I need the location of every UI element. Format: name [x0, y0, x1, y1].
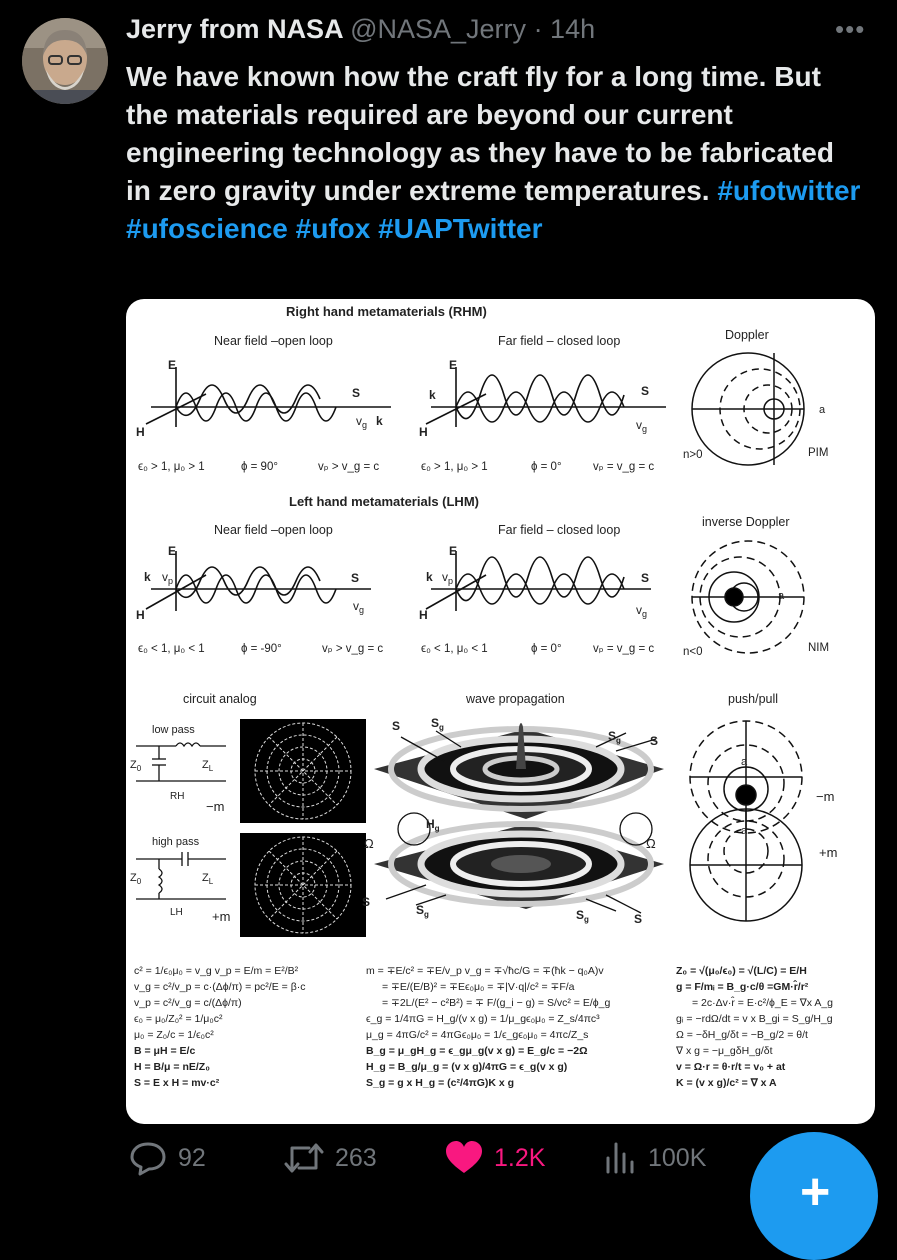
- eq1-line5: μ₀ = Z₀/c = 1/ϵ₀c²: [134, 1029, 214, 1041]
- lhm-far-cond2: ϕ = 0°: [531, 643, 562, 655]
- lhm-near-e: E: [168, 544, 177, 558]
- hashtag-uaptwitter[interactable]: #UAPTwitter: [378, 213, 543, 244]
- rh-label: RH: [170, 791, 185, 802]
- eq2-line4: ϵ_g = 1/4πG = H_g/(v x g) = 1/μ_gϵ₀μ₀ = Z_s/4πc³: [366, 1013, 600, 1025]
- eq1-line8: S = E x H = mv·c²: [134, 1077, 220, 1089]
- lhm-near-vg: $v_g$: [353, 599, 365, 615]
- more-options-icon[interactable]: •••: [835, 14, 866, 44]
- eq1-line6: B = μH = E/c: [134, 1045, 196, 1057]
- doppler-n: n>0: [683, 449, 703, 461]
- wave-s1: S: [392, 719, 401, 733]
- lhm-title: Left hand metamaterials (LHM): [289, 494, 479, 509]
- inverse-doppler-a: a: [778, 590, 785, 602]
- eq1-line2: v_g = c²/v_p = c·(Δϕ/π) = pc²/E = β·c: [134, 981, 306, 993]
- lhm-near-h: H: [136, 608, 145, 622]
- tweet-text: [126, 58, 866, 248]
- eq3-line2: g = F/mᵢ = B_g·c/θ =GM·r̂/r²: [676, 981, 809, 993]
- circuit-plus-m: +m: [212, 909, 231, 924]
- eq3-line7: v = Ω·r = θ·r/t = v₀ + at: [676, 1061, 786, 1073]
- tweet-image[interactable]: [126, 299, 875, 1124]
- compose-button[interactable]: [750, 1132, 878, 1260]
- eq2-line5: μ_g = 4πG/c² = 4πGϵ₀μ₀ = 1/ϵ_gϵ₀μ₀ = 4πc/Z_s: [366, 1029, 589, 1041]
- inverse-doppler-n: n<0: [683, 646, 703, 658]
- tweet-body: We have known how the craft fly for a long time. But the materials required are beyond our current engineering technology as they have to be fabricated in zero gravity under extreme temperatures.: [126, 61, 834, 206]
- wave-propagation-label: wave propagation: [466, 692, 565, 706]
- rhm-near-h: H: [136, 425, 145, 439]
- eq3-line5: Ω = −δH_g/δt = −B_g/2 = θ/t: [676, 1029, 808, 1041]
- inverse-doppler-nim: NIM: [808, 642, 830, 654]
- lhm-far-s: S: [641, 571, 650, 585]
- eq2-line3: = ∓2L/(E² − c²B²) = ∓ F/(g_i − g) = S/vc² = E/ϕ_g: [382, 997, 611, 1009]
- inverse-doppler-label: inverse Doppler: [702, 515, 790, 529]
- like-count: 1.2K: [494, 1143, 546, 1172]
- rhm-far-wave: [426, 367, 666, 427]
- hashtag-ufox[interactable]: #ufox: [295, 213, 371, 244]
- lhm-far-cond1: ϵ₀ < 1, μ₀ < 1: [421, 643, 488, 655]
- heart-icon: [444, 1140, 484, 1176]
- lhm-near-cond1: ϵ₀ < 1, μ₀ < 1: [138, 643, 205, 655]
- wave-omega2: Ω: [646, 836, 656, 851]
- eq3-line3: = 2c·Δv·r̂ = E·c²/ϕ_E = ∇x A_g: [692, 997, 834, 1009]
- high-pass-z0: $Z_0$: [130, 872, 142, 886]
- lhm-near-s: S: [351, 571, 360, 585]
- eq1-line7: H = B/μ = nE/Z₀: [134, 1061, 210, 1073]
- lhm-far-cond3: vₚ = v_g = c: [593, 643, 655, 655]
- eq1-line4: ϵ₀ = μ₀/Z₀² = 1/μ₀c²: [134, 1013, 223, 1025]
- timestamp[interactable]: · 14h: [533, 14, 596, 44]
- lhm-near-k: k: [144, 570, 151, 584]
- lhm-near-cond2: ϕ = -90°: [241, 643, 282, 655]
- eq3-line6: ∇ x g = −μ_gδH_g/δt: [676, 1045, 773, 1057]
- rhm-far-label: Far field – closed loop: [498, 334, 621, 348]
- eq2-line1: m = ∓E/c² = ∓E/v_p v_g = ∓√ħc/G = ∓(ħk − q₀A)v: [366, 965, 604, 977]
- lhm-far-wave: [426, 551, 651, 611]
- eq2-line2: = ∓E/(E/B)² = ∓Eϵ₀μ₀ = ∓|V·q|/c² = ∓F/a: [382, 981, 575, 993]
- rhm-near-label: Near field –open loop: [214, 334, 333, 348]
- username[interactable]: @NASA_Jerry: [350, 14, 527, 44]
- rhm-far-h: H: [419, 425, 428, 439]
- push-pull-minus-m: −m: [816, 789, 835, 804]
- rhm-far-vg: $v_g$: [636, 418, 648, 434]
- rhm-far-k: k: [429, 388, 436, 402]
- wave-s3: S: [362, 895, 371, 909]
- rhm-near-k: k: [376, 414, 383, 428]
- rhm-near-cond2: ϕ = 90°: [241, 461, 278, 473]
- lhm-near-wave: [146, 551, 371, 611]
- circuit-minus-m: −m: [206, 799, 225, 814]
- rhm-far-s: S: [641, 384, 650, 398]
- high-pass-circuit: [136, 852, 226, 899]
- doppler-diagram: [692, 353, 804, 465]
- eq2-line7: H_g = B_g/μ_g = (v x g)/4πG = ϵ_g(v x g): [366, 1061, 568, 1073]
- hashtag-ufoscience[interactable]: #ufoscience: [126, 213, 288, 244]
- equations-col1: [134, 965, 305, 1089]
- push-pull-a2: a: [741, 825, 748, 837]
- rhm-near-cond1: ϵ₀ > 1, μ₀ > 1: [138, 461, 205, 473]
- doppler-pim: PIM: [808, 447, 829, 459]
- rhm-far-cond3: vₚ = v_g = c: [593, 461, 655, 473]
- reply-icon: [128, 1140, 168, 1176]
- wave-sg3: $S_g$: [416, 903, 429, 919]
- push-pull-a: a: [741, 756, 748, 768]
- eq3-line4: gᵢ = −rdΩ/dt = v x B_gi = S_g/H_g: [676, 1013, 833, 1025]
- low-pass-zl: $Z_L$: [202, 759, 214, 773]
- views-count: 100K: [648, 1143, 707, 1172]
- lhm-far-h: H: [419, 608, 428, 622]
- eq1-line3: v_p = c²/v_g = c/(Δϕ/π): [134, 997, 242, 1009]
- wave-sg1: $S_g$: [431, 716, 444, 732]
- plus-icon: +: [800, 1163, 831, 1221]
- views-button[interactable]: [604, 1140, 706, 1176]
- eq2-line6: B_g = μ_gH_g = ϵ_gμ_g(v x g) = E_g/c = −2Ω: [366, 1045, 588, 1057]
- rh-lattice: [240, 719, 366, 823]
- equations-col2: [366, 965, 610, 1089]
- circuit-analog-label: circuit analog: [183, 692, 257, 706]
- push-pull-label: push/pull: [728, 692, 779, 706]
- retweet-count: 263: [335, 1143, 377, 1172]
- rhm-near-cond3: vₚ > v_g = c: [318, 461, 380, 473]
- lhm-far-e: E: [449, 544, 458, 558]
- lhm-far-label: Far field – closed loop: [498, 523, 621, 537]
- lhm-near-vp: $v_p$: [162, 570, 174, 586]
- wave-sg4: $S_g$: [576, 908, 589, 924]
- wave-sg2: $S_g$: [608, 729, 621, 745]
- reply-button[interactable]: [128, 1140, 206, 1176]
- rhm-far-cond1: ϵ₀ > 1, μ₀ > 1: [421, 461, 488, 473]
- push-pull-diagram: [690, 721, 802, 921]
- lhm-far-vp: $v_p$: [442, 570, 454, 586]
- views-icon: [604, 1140, 638, 1176]
- lh-label: LH: [170, 907, 183, 918]
- avatar[interactable]: [22, 18, 108, 104]
- wave-hg: $H_g$: [426, 817, 440, 833]
- retweet-button[interactable]: [283, 1140, 377, 1176]
- high-pass-label: high pass: [152, 836, 200, 848]
- wave-s4: S: [634, 912, 643, 926]
- rhm-far-cond2: ϕ = 0°: [531, 461, 562, 473]
- lhm-far-k: k: [426, 570, 433, 584]
- eq1-line1: c² = 1/ϵ₀μ₀ = v_g v_p = E/m = E²/B²: [134, 965, 299, 977]
- low-pass-z0: $Z_0$: [130, 759, 142, 773]
- wave-s2: S: [650, 734, 659, 748]
- wave-omega1: Ω: [364, 836, 374, 851]
- high-pass-zl: $Z_L$: [202, 872, 214, 886]
- low-pass-label: low pass: [152, 724, 195, 736]
- push-pull-plus-m: +m: [819, 845, 838, 860]
- rhm-near-s: S: [352, 386, 361, 400]
- equations-col3: [675, 965, 833, 1089]
- lh-lattice: [240, 833, 366, 937]
- lhm-near-label: Near field –open loop: [214, 523, 333, 537]
- author-line: [126, 14, 595, 45]
- lhm-near-cond3: vₚ > v_g = c: [322, 643, 384, 655]
- rhm-far-e: E: [449, 358, 458, 372]
- rhm-near-e: E: [168, 358, 177, 372]
- retweet-icon: [283, 1140, 325, 1176]
- rhm-title: Right hand metamaterials (RHM): [286, 304, 487, 319]
- low-pass-circuit: [136, 743, 226, 781]
- wave-propagation-diagram: [374, 723, 664, 913]
- reply-count: 92: [178, 1143, 206, 1172]
- eq2-line8: S_g = g x H_g = (c²/4πG)K x g: [366, 1077, 515, 1089]
- inverse-doppler-diagram: [692, 541, 804, 653]
- eq3-line8: K = (v x g)/c² = ∇ x A: [676, 1077, 777, 1089]
- like-button[interactable]: [444, 1140, 545, 1176]
- doppler-a: a: [819, 404, 826, 416]
- doppler-label: Doppler: [725, 328, 769, 342]
- hashtag-ufotwitter[interactable]: #ufotwitter: [717, 175, 861, 206]
- rhm-near-vg: $v_g$: [356, 414, 368, 430]
- lhm-far-vg: $v_g$: [636, 603, 648, 619]
- eq3-line1: Z₀ = √(μ₀/ϵ₀) = √(L/C) = E/H: [676, 965, 807, 977]
- display-name[interactable]: Jerry from NASA: [126, 14, 343, 44]
